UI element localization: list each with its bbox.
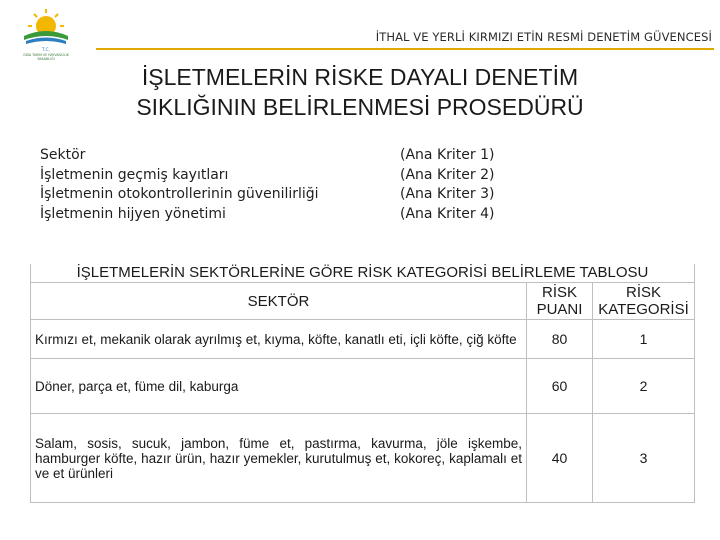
page-title-line1: İŞLETMELERİN RİSKE DAYALI DENETİM	[141, 64, 579, 90]
svg-text:GIDA TARIM VE HAYVANCILIK: GIDA TARIM VE HAYVANCILIK	[23, 53, 69, 57]
page-title-line2: SIKLIĞININ BELİRLENMESİ PROSEDÜRÜ	[136, 94, 584, 120]
criteria-name: (Ana Kriter 4)	[400, 205, 495, 222]
ministry-logo	[14, 6, 78, 62]
risk-category-cell: 2	[592, 359, 694, 414]
criteria-name: (Ana Kriter 1)	[400, 147, 495, 163]
criteria-label: İşletmenin hijyen yönetimi	[40, 205, 226, 222]
sector-cell: Döner, parça et, füme dil, kaburga	[31, 359, 527, 414]
column-header-sector: SEKTÖR	[31, 283, 527, 320]
svg-text:BAKANLIĞI: BAKANLIĞI	[37, 57, 55, 61]
risk-score-cell: 80	[527, 320, 593, 359]
risk-category-table	[30, 264, 695, 503]
sector-cell: Salam, sosis, sucuk, jambon, füme et, pastırma, kavurma, jöle işkembe, hamburger köfte, hazır ürün, hazır yemekler, kurutulmuş et, kokoreç, kaplamalı et ve et ürünleri	[31, 414, 527, 503]
table-row	[31, 359, 695, 414]
risk-category-cell: 1	[592, 320, 694, 359]
header-divider	[96, 48, 714, 50]
page-title	[0, 62, 720, 122]
header-caption: İTHAL VE YERLİ KIRMIZI ETİN RESMİ DENETİM GÜVENCESİ	[375, 30, 712, 44]
table-row	[31, 320, 695, 359]
criteria-label: İşletmenin geçmiş kayıtları	[40, 166, 229, 183]
criteria-label: İşletmenin otokontrollerinin güvenilirliği	[40, 186, 319, 202]
column-header-risk-score	[527, 283, 593, 320]
column-header-risk-category	[592, 283, 694, 320]
risk-score-header-line2: PUANI	[536, 301, 583, 318]
risk-category-header-line1: RİSK	[625, 284, 661, 301]
table-row	[31, 414, 695, 503]
criteria-names	[400, 146, 494, 224]
sector-cell: Kırmızı et, mekanik olarak ayrılmış et, kıyma, köfte, kanatlı eti, içli köfte, çiğ köfte	[31, 320, 527, 359]
criteria-name: (Ana Kriter 2)	[400, 166, 495, 183]
risk-score-cell: 60	[527, 359, 593, 414]
table-title: İŞLETMELERİN SEKTÖRLERİNE GÖRE RİSK KATEGORİSİ BELİRLEME TABLOSU	[31, 264, 695, 283]
risk-score-cell: 40	[527, 414, 593, 503]
risk-score-header-line1: RİSK	[541, 284, 577, 301]
criteria-labels	[40, 146, 319, 224]
risk-category-cell: 3	[592, 414, 694, 503]
svg-text:T.C.: T.C.	[41, 48, 51, 53]
criteria-label: Sektör	[40, 147, 86, 163]
criteria-name: (Ana Kriter 3)	[400, 186, 495, 202]
risk-category-header-line2: KATEGORİSİ	[598, 301, 689, 318]
